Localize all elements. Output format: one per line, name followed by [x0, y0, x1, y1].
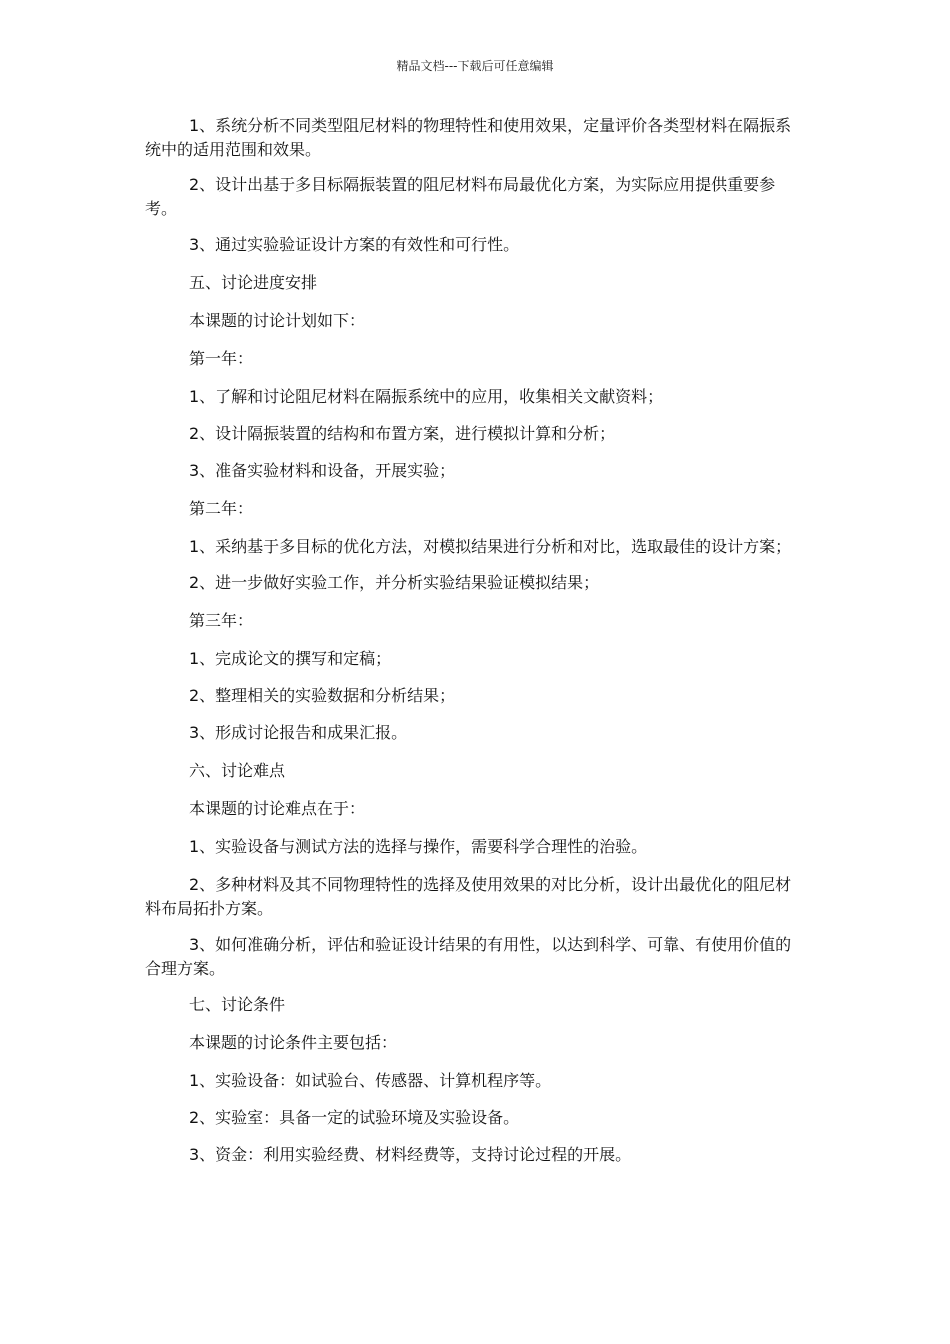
paragraph-year1-item-1: 1、了解和讨论阻尼材料在隔振系统中的应用，收集相关文献资料； — [189, 387, 664, 406]
paragraph-year3-item-2: 2、整理相关的实验数据和分析结果； — [189, 686, 456, 705]
paragraph-year-1: 第一年： — [189, 349, 254, 368]
section-heading-difficulties: 六、讨论难点 — [189, 761, 286, 780]
document-body — [145, 114, 801, 1167]
paragraph-year-3: 第三年： — [189, 611, 254, 630]
paragraph-difficulty-1: 1、实验设备与测试方法的选择与操作，需要科学合理性的治验。 — [189, 837, 648, 856]
section-heading-schedule: 五、讨论进度安排 — [189, 273, 318, 292]
paragraph-condition-3: 3、资金：利用实验经费、材料经费等，支持讨论过程的开展。 — [189, 1145, 632, 1164]
paragraph-condition-2: 2、实验室：具备一定的试验环境及实验设备。 — [189, 1108, 520, 1127]
paragraph-year1-item-2: 2、设计隔振装置的结构和布置方案，进行模拟计算和分析； — [189, 424, 616, 443]
paragraph-difficulty-2: 2、多种材料及其不同物理特性的选择及使用效果的对比分析，设计出最优化的阻尼材料布局拓扑方案。 — [145, 875, 792, 918]
paragraph-year2-item-1: 1、采纳基于多目标的优化方法，对模拟结果进行分析和对比，选取最佳的设计方案； — [189, 537, 792, 556]
paragraph-year-2: 第二年： — [189, 499, 254, 518]
paragraph-difficulties-intro: 本课题的讨论难点在于： — [189, 799, 366, 818]
paragraph-year3-item-1: 1、完成论文的撰写和定稿； — [189, 649, 392, 668]
paragraph-goal-3: 3、通过实验验证设计方案的有效性和可行性。 — [189, 235, 520, 254]
paragraph-conditions-intro: 本课题的讨论条件主要包括： — [189, 1033, 398, 1052]
paragraph-year2-item-2: 2、进一步做好实验工作，并分析实验结果验证模拟结果； — [189, 573, 600, 592]
section-heading-conditions: 七、讨论条件 — [189, 995, 286, 1014]
paragraph-goal-2: 2、设计出基于多目标隔振装置的阻尼材料布局最优化方案，为实际应用提供重要参考。 — [145, 175, 776, 218]
paragraph-condition-1: 1、实验设备：如试验台、传感器、计算机程序等。 — [189, 1071, 552, 1090]
paragraph-goal-1: 1、系统分析不同类型阻尼材料的物理特性和使用效果，定量评价各类型材料在隔振系统中的适用范围和效果。 — [145, 116, 792, 159]
paragraph-difficulty-3: 3、如何准确分析，评估和验证设计结果的有用性，以达到科学、可靠、有使用价值的合理方案。 — [145, 935, 792, 978]
page-header: 精品文档---下载后可任意编辑 — [396, 59, 554, 73]
paragraph-schedule-intro: 本课题的讨论计划如下： — [189, 311, 366, 330]
paragraph-year3-item-3: 3、形成讨论报告和成果汇报。 — [189, 723, 408, 742]
paragraph-year1-item-3: 3、准备实验材料和设备，开展实验； — [189, 461, 456, 480]
